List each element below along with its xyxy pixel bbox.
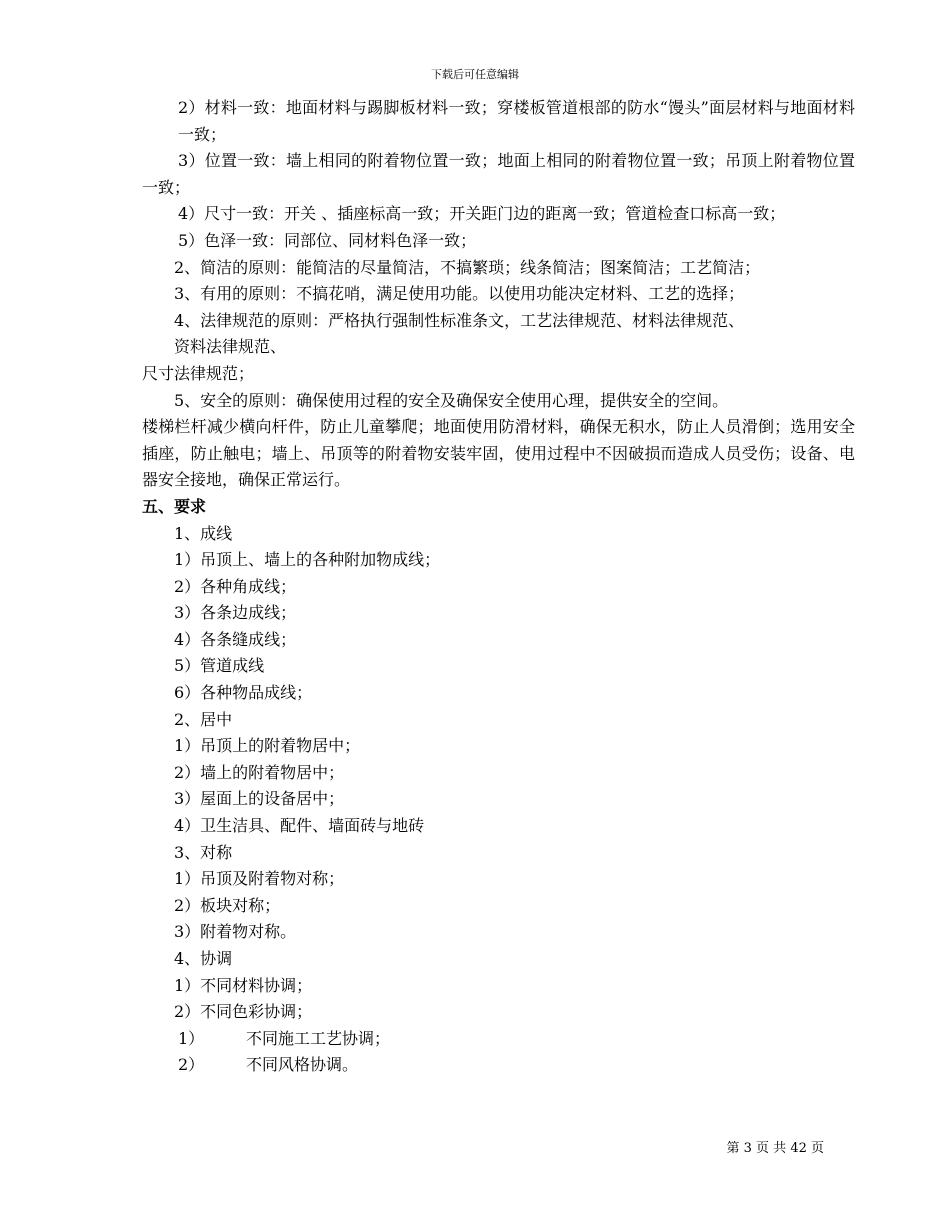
paragraph: 5）色泽一致：同部位、同材料色泽一致； <box>178 230 477 250</box>
paragraph: 2、简洁的原则：能简洁的尽量简洁，不搞繁琐；线条简洁；图案简洁；工艺简洁； <box>174 257 761 277</box>
list-item: 3、对称 <box>174 842 233 862</box>
list-item: 2）板块对称； <box>174 895 281 915</box>
list-text: 不同施工工艺协调； <box>246 1028 391 1048</box>
paragraph: 2）材料一致：地面材料与踢脚板材料一致；穿楼板管道根部的防水“馒头”面层材料与地面材料一致； <box>178 98 855 144</box>
list-item: 4）各条缝成线； <box>174 629 297 649</box>
paragraph: 资料法律规范、 <box>174 337 287 357</box>
list-item: 1、成线 <box>174 523 233 543</box>
paragraph: 3、有用的原则：不搞花哨，满足使用功能。以使用功能决定材料、工艺的选择； <box>174 284 745 304</box>
list-item: 4）卫生洁具、配件、墙面砖与地砖 <box>174 816 425 836</box>
paragraph: 5、安全的原则：确保使用过程的安全及确保安全使用心理，提供安全的空间。 <box>174 390 729 410</box>
list-number: 1） <box>178 1028 205 1048</box>
list-item: 1）不同材料协调； <box>174 975 313 995</box>
paragraph: 4）尺寸一致：开关 、插座标高一致；开关距门边的距离一致；管道检查口标高一致； <box>178 204 786 224</box>
list-item: 2、居中 <box>174 709 233 729</box>
list-item: 1）吊顶及附着物对称； <box>174 869 345 889</box>
list-item <box>142 1026 855 1053</box>
section-heading: 五、要求 <box>142 496 207 516</box>
list-item: 2）各种角成线； <box>174 576 297 596</box>
list-item: 4、协调 <box>174 949 233 968</box>
list-item: 5）管道成线 <box>174 656 265 676</box>
paragraph: 3）位置一致：墙上相同的附着物位置一致；地面上相同的附着物位置一致；吊顶上附着物位置一致； <box>142 151 855 197</box>
paragraph: 尺寸法律规范； <box>142 363 255 383</box>
paragraph: 楼梯栏杆减少横向杆件，防止儿童攀爬；地面使用防滑材料，确保无积水，防止人员滑倒；选用安全插座，防止触电；墙上、吊顶等的附着物安装牢固，使用过程中不因破损而造成人员受伤；设备、电器安全接地，确保正常运行。 <box>142 417 855 490</box>
paragraph: 4、法律规范的原则：严格执行强制性标准条文，工艺法律规范、材料法律规范、 <box>174 310 745 330</box>
list-number: 2） <box>178 1055 205 1075</box>
list-item <box>142 1052 855 1079</box>
list-item: 2）墙上的附着物居中； <box>174 762 345 782</box>
list-item: 3）屋面上的设备居中； <box>174 789 345 809</box>
list-item: 3）各条边成线； <box>174 603 297 623</box>
list-item: 3）附着物对称。 <box>174 922 297 942</box>
page-footer: 第 3 页 共 42 页 <box>726 1141 824 1156</box>
list-item: 2）不同色彩协调； <box>174 1002 313 1022</box>
list-text: 不同风格协调。 <box>246 1055 359 1075</box>
document-body <box>142 95 855 1079</box>
page-header: 下载后可任意编辑 <box>431 68 519 81</box>
list-item: 1）吊顶上的附着物居中； <box>174 736 361 756</box>
list-item: 6）各种物品成线； <box>174 683 313 703</box>
list-item: 1）吊顶上、墙上的各种附加物成线； <box>174 550 441 570</box>
